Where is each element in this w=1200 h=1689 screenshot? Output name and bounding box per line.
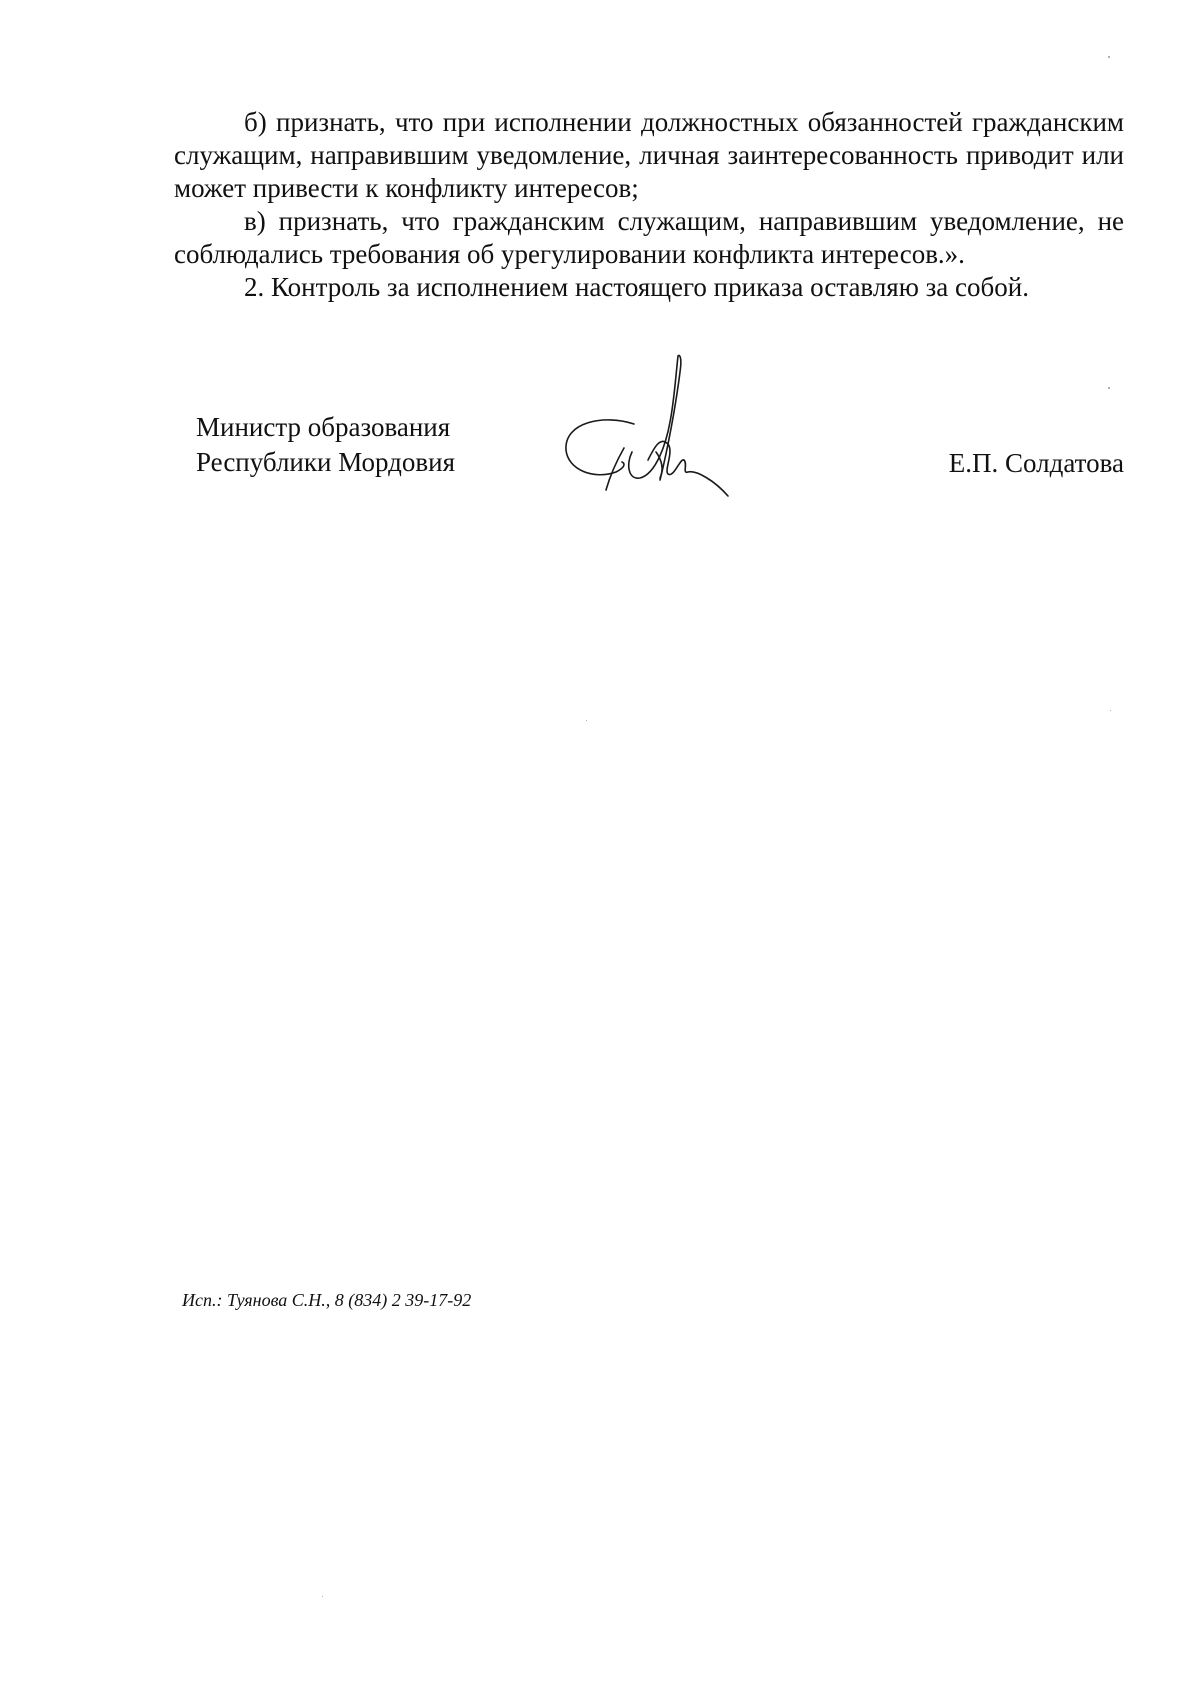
scan-speck [586, 720, 587, 721]
paragraph-2: 2. Контроль за исполнением настоящего приказа оставляю за собой. [244, 272, 1029, 302]
signatory-title [196, 410, 455, 480]
signatory-title-line-2: Республики Мордовия [196, 447, 456, 477]
paragraph-b: б) признать, что при исполнении должностных обязанностей гражданским служащим, направившим уведомление, личная заинтересованность приводит или может привести к конфликту интересов; [174, 107, 1124, 203]
scan-speck [1110, 710, 1111, 711]
signatory-name: Е.П. Солдатова [948, 448, 1124, 478]
signatory-title-line-1: Министр образования [196, 412, 451, 442]
scan-speck [1108, 387, 1110, 389]
handwritten-signature [564, 352, 754, 512]
scan-speck [1108, 56, 1110, 58]
scan-speck [322, 1596, 323, 1597]
executor-info: Исп.: Туянова С.Н., 8 (834) 2 39-17-92 [182, 1290, 472, 1310]
signature-block [196, 410, 1124, 520]
paragraph-v: в) признать, что гражданским служащим, направившим уведомление, не соблюдались требования об урегулировании конфликта интересов.». [174, 206, 1124, 269]
document-body [174, 106, 1124, 304]
